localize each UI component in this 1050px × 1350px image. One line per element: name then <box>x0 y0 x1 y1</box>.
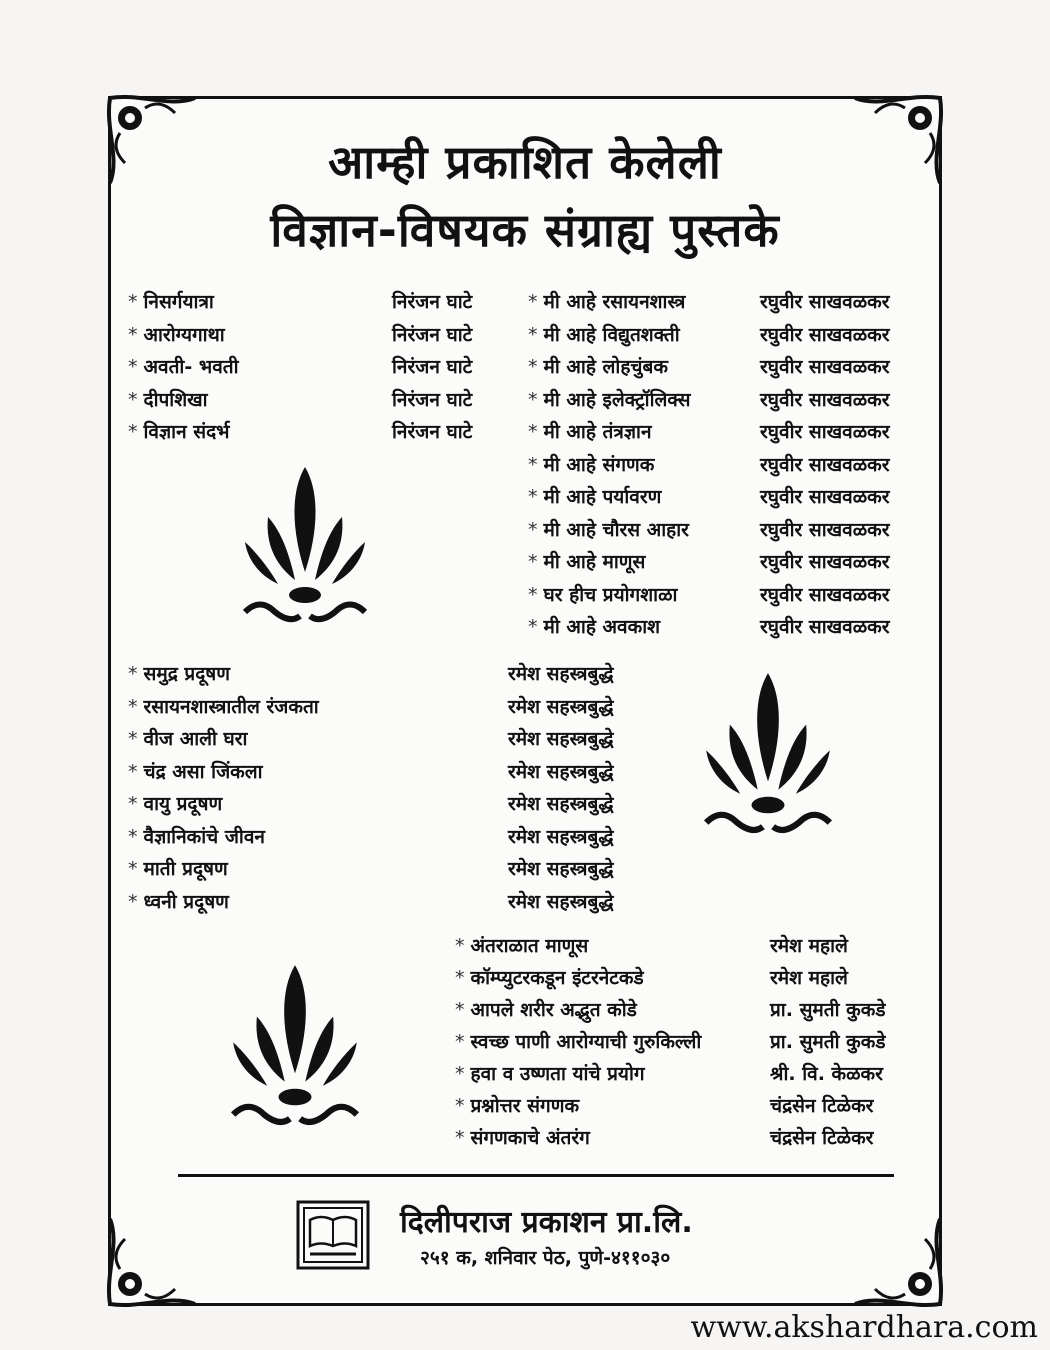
book-title-text: वैज्ञानिकांचे जीवन <box>143 825 265 848</box>
bullet-icon: * <box>528 518 538 541</box>
book-title <box>455 1060 645 1086</box>
book-author: रघुवीर साखवळकर <box>760 421 890 443</box>
book-title <box>528 353 668 379</box>
book-author: रघुवीर साखवळकर <box>760 486 890 508</box>
book-author: रघुवीर साखवळकर <box>760 291 890 313</box>
fleur-ornament-icon <box>698 668 838 838</box>
book-author: रघुवीर साखवळकर <box>760 323 890 346</box>
book-title-text: विज्ञान संदर्भ <box>143 421 230 443</box>
book-author: रमेश सहस्त्रबुद्धे <box>508 793 614 815</box>
corner-flourish-bottom-right-icon <box>830 1194 950 1314</box>
book-title <box>528 613 660 639</box>
book-author: चंद्रसेन टिळेकर <box>770 1095 874 1117</box>
book-author: रघुवीर साखवळकर <box>760 551 890 573</box>
book-author: प्रा. सुमती कुकडे <box>770 1031 886 1053</box>
book-title-text: आरोग्यगाथा <box>143 323 225 346</box>
bullet-icon: * <box>528 551 538 573</box>
book-title-text: मी आहे रसायनशास्त्र <box>543 291 686 313</box>
bullet-icon: * <box>128 793 138 815</box>
book-title-text: मी आहे इलेक्ट्रॉलिक्स <box>543 388 691 411</box>
bullet-icon: * <box>455 935 465 957</box>
book-title <box>128 855 228 881</box>
bullet-icon: * <box>455 1031 465 1053</box>
book-author: रमेश सहस्त्रबुद्धे <box>508 825 614 848</box>
book-title-text: स्वच्छ पाणी आरोग्याची गुरुकिल्ली <box>470 1031 702 1053</box>
book-author: निरंजन घाटे <box>392 323 473 346</box>
book-title <box>128 288 214 314</box>
book-author: रमेश सहस्त्रबुद्धे <box>508 663 614 685</box>
book-logo-icon <box>296 1200 370 1270</box>
book-title <box>128 321 225 347</box>
book-title <box>528 321 680 347</box>
book-author: रघुवीर साखवळकर <box>760 356 890 378</box>
book-title <box>128 418 230 444</box>
book-title-text: निसर्गयात्रा <box>143 291 214 313</box>
book-title <box>528 288 685 314</box>
book-title-text: मी आहे संगणक <box>543 453 655 476</box>
bullet-icon: * <box>128 388 138 411</box>
book-title-text: अवती- भवती <box>143 356 239 378</box>
bullet-icon: * <box>455 1127 465 1149</box>
book-title <box>455 1092 579 1118</box>
book-author: निरंजन घाटे <box>392 388 473 411</box>
page-title-line-2: विज्ञान-विषयक संग्राह्य पुस्तके <box>270 203 780 257</box>
bullet-icon: * <box>128 825 138 848</box>
book-title <box>128 693 319 719</box>
bullet-icon: * <box>455 967 465 989</box>
book-title-text: रसायनशास्त्रातील रंजकता <box>143 695 319 718</box>
bullet-icon: * <box>455 1063 465 1085</box>
bullet-icon: * <box>528 486 538 508</box>
book-title <box>528 386 690 412</box>
book-title <box>128 758 263 784</box>
book-author: रमेश सहस्त्रबुद्धे <box>508 728 614 750</box>
bullet-icon: * <box>528 388 538 411</box>
book-title <box>528 581 677 607</box>
book-title-text: घर हीच प्रयोगशाळा <box>543 583 678 606</box>
bullet-icon: * <box>128 291 138 313</box>
book-title-text: चंद्र असा जिंकला <box>143 760 263 783</box>
website-watermark: www.akshardhara.com <box>690 1310 1038 1345</box>
book-title-text: मी आहे अवकाश <box>543 616 661 638</box>
book-title <box>455 1028 701 1054</box>
book-title-text: दीपशिखा <box>143 388 208 411</box>
book-title <box>128 386 208 412</box>
fleur-ornament-icon <box>240 462 370 627</box>
bullet-icon: * <box>128 858 138 880</box>
bullet-icon: * <box>528 323 538 346</box>
book-title-text: ध्वनी प्रदूषण <box>143 890 229 913</box>
book-title <box>455 1124 590 1150</box>
book-author: रमेश महाले <box>770 935 848 957</box>
book-author: रमेश सहस्त्रबुद्धे <box>508 695 614 718</box>
bullet-icon: * <box>528 291 538 313</box>
book-author: रमेश सहस्त्रबुद्धे <box>508 760 614 783</box>
book-title-text: आपले शरीर अद्भुत कोडे <box>470 999 637 1021</box>
book-title-text: वीज आली घरा <box>143 728 248 750</box>
book-author: निरंजन घाटे <box>392 421 473 443</box>
bullet-icon: * <box>528 356 538 378</box>
book-title-text: अंतराळात माणूस <box>470 935 589 957</box>
book-title <box>128 725 247 751</box>
bullet-icon: * <box>128 356 138 378</box>
book-author: निरंजन घाटे <box>392 291 473 313</box>
publisher-name: दिलीपराज प्रकाशन प्रा.लि. <box>400 1205 693 1240</box>
book-title-text: कॉम्प्युटरकडून इंटरनेटकडे <box>470 967 644 989</box>
bullet-icon: * <box>528 453 538 476</box>
corner-flourish-bottom-left-icon <box>100 1194 220 1314</box>
book-title-text: प्रश्नोत्तर संगणक <box>470 1095 580 1117</box>
book-title <box>128 660 230 686</box>
bullet-icon: * <box>128 890 138 913</box>
book-title <box>528 516 689 542</box>
book-author: चंद्रसेन टिळेकर <box>770 1127 874 1149</box>
book-title-text: संगणकाचे अंतरंग <box>470 1127 590 1149</box>
book-author: रघुवीर साखवळकर <box>760 518 890 541</box>
book-title <box>455 996 637 1022</box>
book-title <box>528 483 661 509</box>
book-author: रघुवीर साखवळकर <box>760 583 890 606</box>
book-title-text: मी आहे तंत्रज्ञान <box>543 421 652 443</box>
book-title <box>128 888 229 914</box>
bullet-icon: * <box>128 760 138 783</box>
page-title-line-1: आम्ही प्रकाशित केलेली <box>328 135 722 189</box>
book-title-text: समुद्र प्रदूषण <box>143 663 231 685</box>
book-author: प्रा. सुमती कुकडे <box>770 999 886 1021</box>
fleur-ornament-icon <box>225 960 365 1130</box>
book-title <box>128 823 265 849</box>
book-title <box>128 353 239 379</box>
book-author: निरंजन घाटे <box>392 356 473 378</box>
book-author: रमेश महाले <box>770 967 848 989</box>
bullet-icon: * <box>128 728 138 750</box>
book-title-text: वायु प्रदूषण <box>143 793 223 815</box>
bullet-icon: * <box>128 695 138 718</box>
book-author: श्री. वि. केळकर <box>770 1063 883 1085</box>
book-title <box>128 790 222 816</box>
bullet-icon: * <box>128 421 138 443</box>
book-title-text: मी आहे लोहचुंबक <box>543 356 668 378</box>
book-author: रमेश सहस्त्रबुद्धे <box>508 890 614 913</box>
book-title <box>455 932 588 958</box>
publisher-address: २५१ क, शनिवार पेठ, पुणे-४११०३० <box>420 1247 671 1269</box>
bullet-icon: * <box>128 323 138 346</box>
book-author: रघुवीर साखवळकर <box>760 388 890 411</box>
bullet-icon: * <box>528 421 538 443</box>
book-title-text: मी आहे पर्यावरण <box>543 486 662 508</box>
book-title <box>528 418 651 444</box>
book-title-text: हवा व उष्णता यांचे प्रयोग <box>470 1063 645 1085</box>
footer-divider <box>178 1174 894 1177</box>
book-author: रमेश सहस्त्रबुद्धे <box>508 858 614 880</box>
bullet-icon: * <box>455 999 465 1021</box>
bullet-icon: * <box>528 616 538 638</box>
bullet-icon: * <box>455 1095 465 1117</box>
book-title-text: माती प्रदूषण <box>143 858 228 880</box>
book-author: रघुवीर साखवळकर <box>760 616 890 638</box>
book-author: रघुवीर साखवळकर <box>760 453 890 476</box>
book-title-text: मी आहे चौरस आहार <box>543 518 689 541</box>
bullet-icon: * <box>528 583 538 606</box>
book-title <box>455 964 644 990</box>
book-title-text: मी आहे माणूस <box>543 551 646 573</box>
book-title <box>528 451 654 477</box>
book-title-text: मी आहे विद्युतशक्ती <box>543 323 680 346</box>
bullet-icon: * <box>128 663 138 685</box>
book-title <box>528 548 645 574</box>
